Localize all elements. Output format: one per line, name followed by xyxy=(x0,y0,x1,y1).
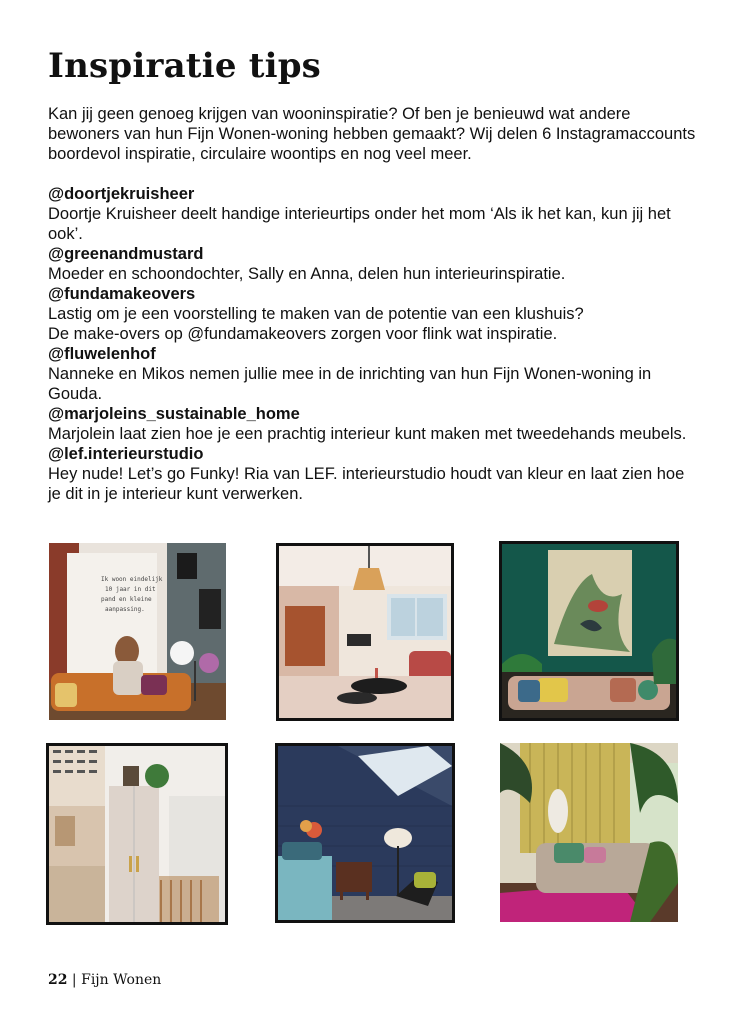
account-handle: @fundamakeovers xyxy=(48,285,196,303)
account-description: Moeder en schoondochter, Sally en Anna, delen hun interieurinspiratie. xyxy=(48,265,566,283)
account-description: Hey nude! Let’s go Funky! Ria van LEF. interieurstudio houdt van kleur en laat zien hoe je dit in je interieur kunt verwerken. xyxy=(48,465,685,503)
account-description: Doortje Kruisheer deelt handige interieurtips onder het mom ‘Als ik het kan, kun jij het ook’. xyxy=(48,205,671,243)
photo-fluwelenhof xyxy=(46,743,228,925)
publication-name: Fijn Wonen xyxy=(81,972,162,988)
photo-fundamakeovers xyxy=(499,541,679,721)
wall-text-line: 10 jaar in dit xyxy=(105,586,156,593)
account-entry xyxy=(48,184,698,244)
page-title: Inspiratie tips xyxy=(48,46,322,86)
account-entry xyxy=(48,344,698,404)
account-entry xyxy=(48,444,698,504)
account-description: Lastig om je een voorstelling te maken van de potentie van een klushuis? xyxy=(48,305,584,323)
photo-doortjekruisheer xyxy=(49,543,226,720)
account-handle: @fluwelenhof xyxy=(48,345,156,363)
wall-text-line: aanpassing. xyxy=(105,606,145,613)
account-description-2: De make-overs op @fundamakeovers zorgen voor flink wat inspiratie. xyxy=(48,325,558,343)
wall-text-line: Ik woon eindelijk xyxy=(101,576,163,583)
account-handle: @marjoleins_sustainable_home xyxy=(48,405,300,423)
account-entry xyxy=(48,404,698,444)
account-description: Nanneke en Mikos nemen jullie mee in de inrichting van hun Fijn Wonen-woning in Gouda. xyxy=(48,365,652,403)
photo-greenandmustard xyxy=(276,543,454,721)
footer-separator: | xyxy=(67,972,82,988)
account-entry xyxy=(48,244,698,284)
page-footer xyxy=(48,972,161,988)
photo-marjoleins-sustainable-home xyxy=(275,743,455,923)
intro-paragraph: Kan jij geen genoeg krijgen van wooninspiratie? Of ben je benieuwd wat andere bewoners van hun Fijn Wonen-woning hebben gemaakt? Wij delen 6 Instagramaccounts boordevol inspiratie, circulaire woontips en nog veel meer. xyxy=(48,105,696,163)
page-number: 22 xyxy=(48,972,68,988)
account-handle: @greenandmustard xyxy=(48,245,204,263)
photo-lef-interieurstudio xyxy=(500,743,678,922)
account-list xyxy=(48,184,698,504)
account-handle: @doortjekruisheer xyxy=(48,185,195,203)
wall-text-line: pand en kleine xyxy=(101,596,152,603)
account-handle: @lef.interieurstudio xyxy=(48,445,204,463)
account-description: Marjolein laat zien hoe je een prachtig interieur kunt maken met tweedehands meubels. xyxy=(48,425,687,443)
account-entry xyxy=(48,284,698,344)
